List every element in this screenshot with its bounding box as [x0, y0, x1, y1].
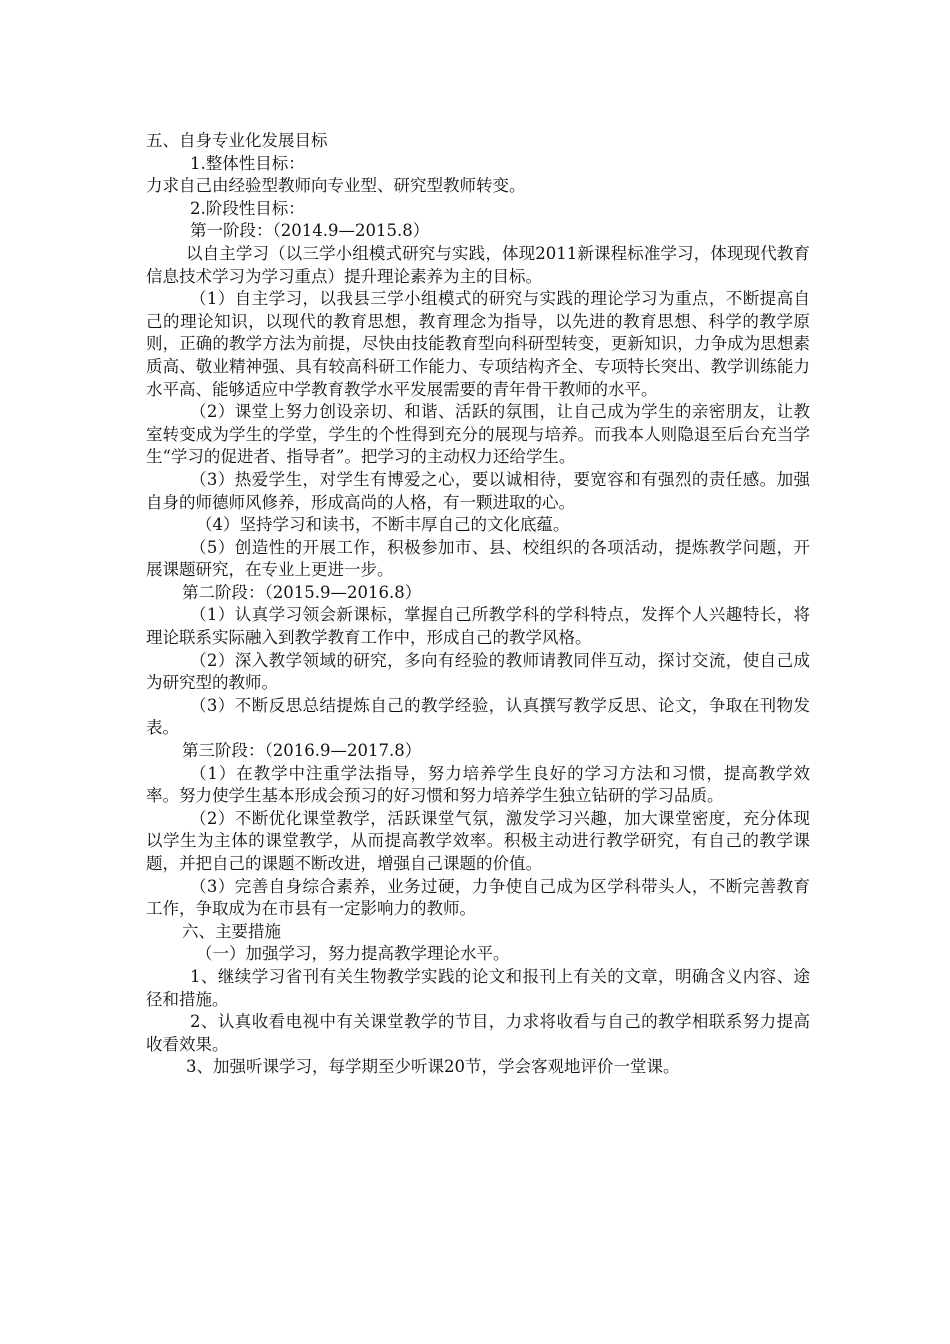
paragraph: 力求自己由经验型教师向专业型、研究型教师转变。: [146, 176, 526, 196]
list-item: 1、继续学习省刊有关生物教学实践的论文和报刊上有关的文章，明确含义内容、途径和措施。: [146, 966, 810, 1009]
list-item: （5）创造性的开展工作，积极参加市、县、校组织的各项活动，提炼教学问题，开展课题研究，在专业上更进一步。: [146, 537, 810, 580]
list-item: （1）认真学习领会新课标，掌握自己所教学科的学科特点，发挥个人兴趣特长，将理论联系实际融入到教学教育工作中，形成自己的教学风格。: [146, 605, 810, 648]
list-item: （1）在教学中注重学法指导，努力培养学生良好的学习方法和习惯，提高教学效率。努力使学生基本形成会预习的好习惯和努力培养学生独立钻研的学习品质。: [146, 763, 810, 806]
section-heading: 六、主要措施: [182, 921, 281, 941]
paragraph: 以自主学习（以三学小组模式研究与实践，体现2011新课程标准学习，体现现代教育信息技术学习为学习重点）提升理论素养为主的目标。: [146, 243, 810, 286]
subheading: 1.整体性目标：: [190, 153, 305, 173]
list-item: （3）完善自身综合素养，业务过硬，力争使自己成为区学科带头人，不断完善教育工作，争取成为在市县有一定影响力的教师。: [146, 876, 810, 919]
subheading: （一）加强学习，努力提高教学理论水平。: [196, 944, 510, 964]
document-body: [146, 130, 810, 1079]
stage-heading: 第一阶段：（2014.9—2015.8）: [190, 221, 430, 241]
list-item: （2）深入教学领域的研究，多向有经验的教师请教同伴互动，探讨交流，使自己成为研究型的教师。: [146, 650, 810, 693]
list-item: （1）自主学习，以我县三学小组模式的研究与实践的理论学习为重点，不断提高自己的理论知识，以现代的教育思想，教育理念为指导，以先进的教育思想、科学的教学原则，正确的教学方法为前提，尽快由技能教育型向科研型转变，更新知识，力争成为思想素质高、敬业精神强、具有较高科研工作能力、专项结构齐全、专项特长突出、教学训练能力水平高、能够适应中学教育教学水平发展需要的青年骨干教师的水平。: [146, 289, 810, 399]
list-item: （3）不断反思总结提炼自己的教学经验，认真撰写教学反思、论文，争取在刊物发表。: [146, 695, 810, 738]
stage-heading: 第三阶段：（2016.9—2017.8）: [182, 741, 422, 761]
stage-heading: 第二阶段：（2015.9—2016.8）: [182, 582, 422, 602]
list-item: （2）不断优化课堂教学，活跃课堂气氛，激发学习兴趣，加大课堂密度，充分体现以学生为主体的课堂教学，从而提高教学效率。积极主动进行教学研究，有自己的教学课题，并把自己的课题不断改进，增强自己课题的价值。: [146, 808, 810, 873]
list-item: （2）课堂上努力创设亲切、和谐、活跃的氛围，让自己成为学生的亲密朋友，让教室转变成为学生的学堂，学生的个性得到充分的展现与培养。而我本人则隐退至后台充当学生“学习的促进者、指导者”。把学习的主动权力还给学生。: [146, 402, 810, 467]
list-item: 3、加强听课学习，每学期至少听课20节，学会客观地评价一堂课。: [186, 1057, 680, 1077]
section-heading: 五、自身专业化发展目标: [146, 131, 328, 150]
list-item: 2、认真收看电视中有关课堂教学的节目，力求将收看与自己的教学相联系努力提高收看效果。: [146, 1012, 810, 1054]
list-item: （3）热爱学生，对学生有博爱之心，要以诚相待，要宽容和有强烈的责任感。加强自身的师德师风修养，形成高尚的人格，有一颗进取的心。: [146, 469, 810, 512]
list-item: （4）坚持学习和读书，不断丰厚自己的文化底蕴。: [196, 515, 570, 535]
subheading: 2.阶段性目标：: [190, 198, 305, 218]
